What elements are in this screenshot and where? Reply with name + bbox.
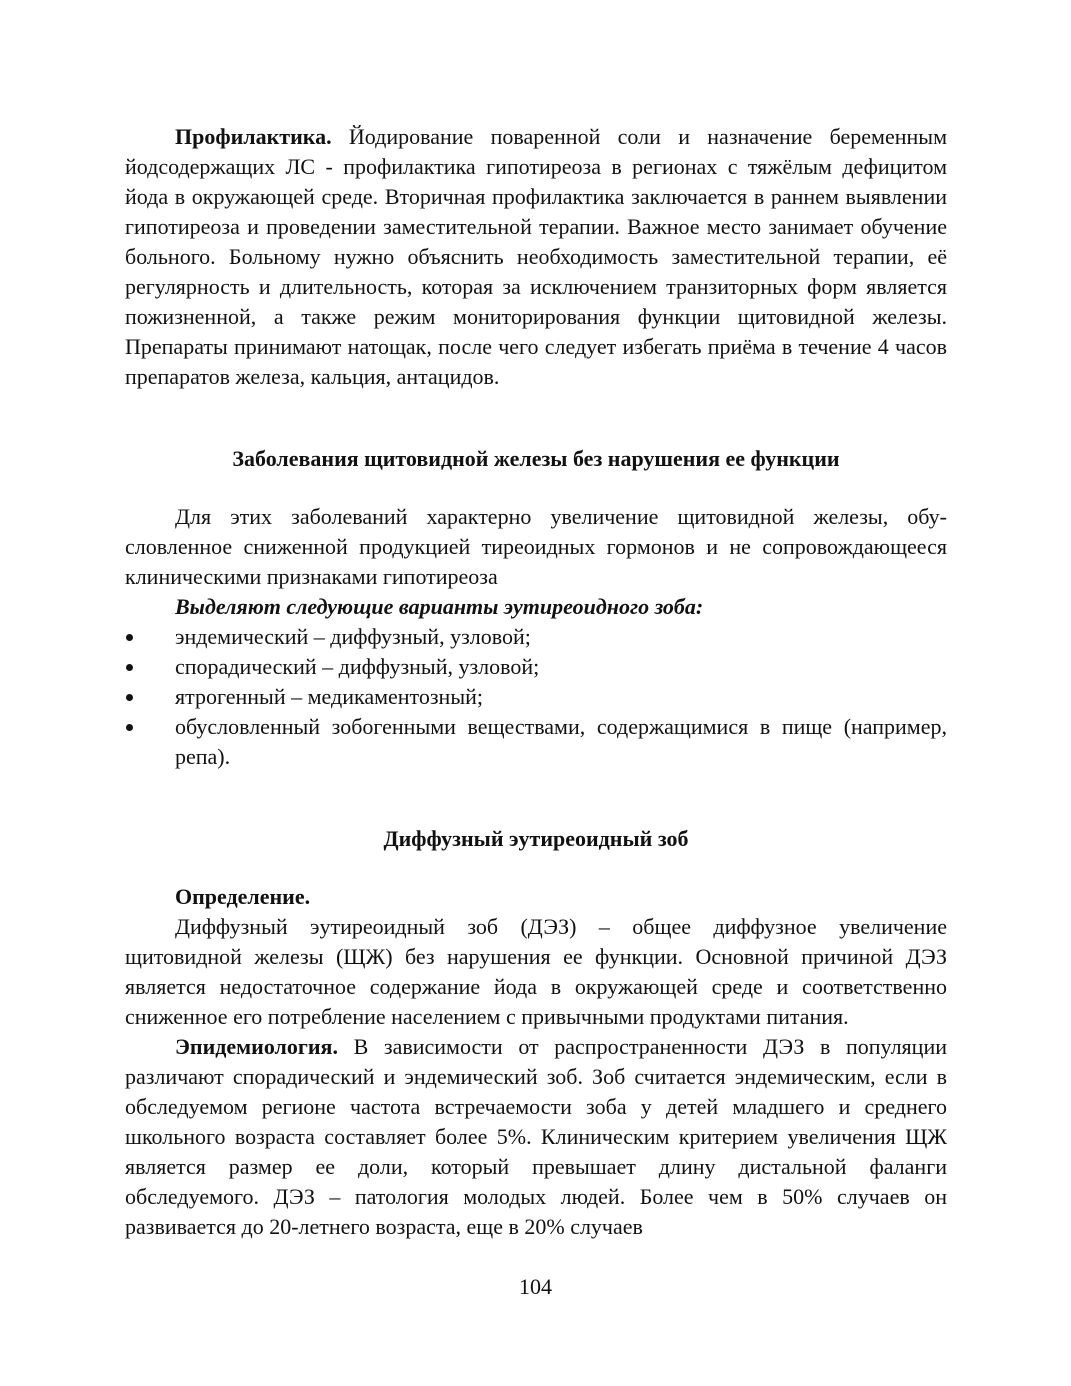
bullet-icon <box>126 664 133 671</box>
list-item: ятрогенный – медикаментозный; <box>125 682 947 712</box>
spacer <box>125 474 947 502</box>
epidemiology-label: Эпидемиология. <box>175 1034 338 1059</box>
prophylaxis-text: Йодирование поваренной соли и назначение беременным йодсодержащих ЛС - профилактика гипотиреоза в регионах с тяжёлым дефицитом йода в окружающей среде. Вторичная профилактика заключается в раннем выявлении гипотиреоза и проведении заместительной терапии. Важное место занимает обучение больного. Больному нужно объяснить необходимость заместительной терапии, её регулярность и длительность, которая за исключением транзиторных форм является пожизненной, а также режим мониторирования функции щитовидной железы. Препараты принимают натощак, после чего следует избегать приёма в течение 4 часов препаратов железа, кальция, антацидов. <box>125 124 947 389</box>
bullet-icon <box>126 634 133 641</box>
variants-subheading: Выделяют следующие варианты эутиреоидного зоба: <box>175 594 704 619</box>
list-item: спорадический – диффузный, узловой; <box>125 652 947 682</box>
section1-intro-paragraph: Для этих заболеваний характерно увеличение щитовидной железы, обусловленное сниженной продукцией тиреоидных гормонов и не сопровождающееся клиническими признаками гипотиреоза <box>125 504 947 589</box>
page-number: 104 <box>519 1274 552 1299</box>
definition-label: Определение. <box>175 884 311 909</box>
variants-list <box>125 622 947 772</box>
spacer <box>125 392 947 444</box>
spacer <box>125 772 947 824</box>
section-heading-diffuse-goiter: Диффузный эутиреоидный зоб <box>383 826 689 851</box>
epidemiology-paragraph <box>125 1032 947 1242</box>
prophylaxis-paragraph <box>125 122 947 392</box>
list-item: эндемический – диффузный, узловой; <box>125 622 947 652</box>
bullet-icon <box>126 694 133 701</box>
epidemiology-text: В зависимости от распространенности ДЭЗ в популяции различают спорадический и эндемический зоб. Зоб считается эндемическим, если в обследуемом регионе частота встречаемости зоба у детей младшего и среднего школьного возраста составляет более 5%. Клиническим критерием увеличения ЩЖ является размер ее доли, который превышает длину дистальной фаланги обследуемого. ДЭЗ – патология молодых людей. Более чем в 50% случаев он развивается до 20-летнего возраста, еще в 20% случаев <box>125 1034 947 1239</box>
bullet-icon <box>126 724 133 731</box>
spacer <box>125 854 947 882</box>
section-heading-thyroid-diseases: Заболевания щитовидной железы без нарушения ее функции <box>232 446 840 471</box>
prophylaxis-label: Профилактика. <box>175 124 332 149</box>
list-item: обусловленный зобогенными веществами, содержащимися в пище (например, репа). <box>125 712 947 772</box>
definition-paragraph: Диффузный эутиреоидный зоб (ДЭЗ) – общее диффузное увеличение щитовидной железы (ЩЖ) без нарушения ее функции. Основной причиной ДЭЗ является недостаточное содержание йода в окружающей среде и соответственно сниженное его потребление населением с привычными продуктами питания. <box>125 914 947 1029</box>
